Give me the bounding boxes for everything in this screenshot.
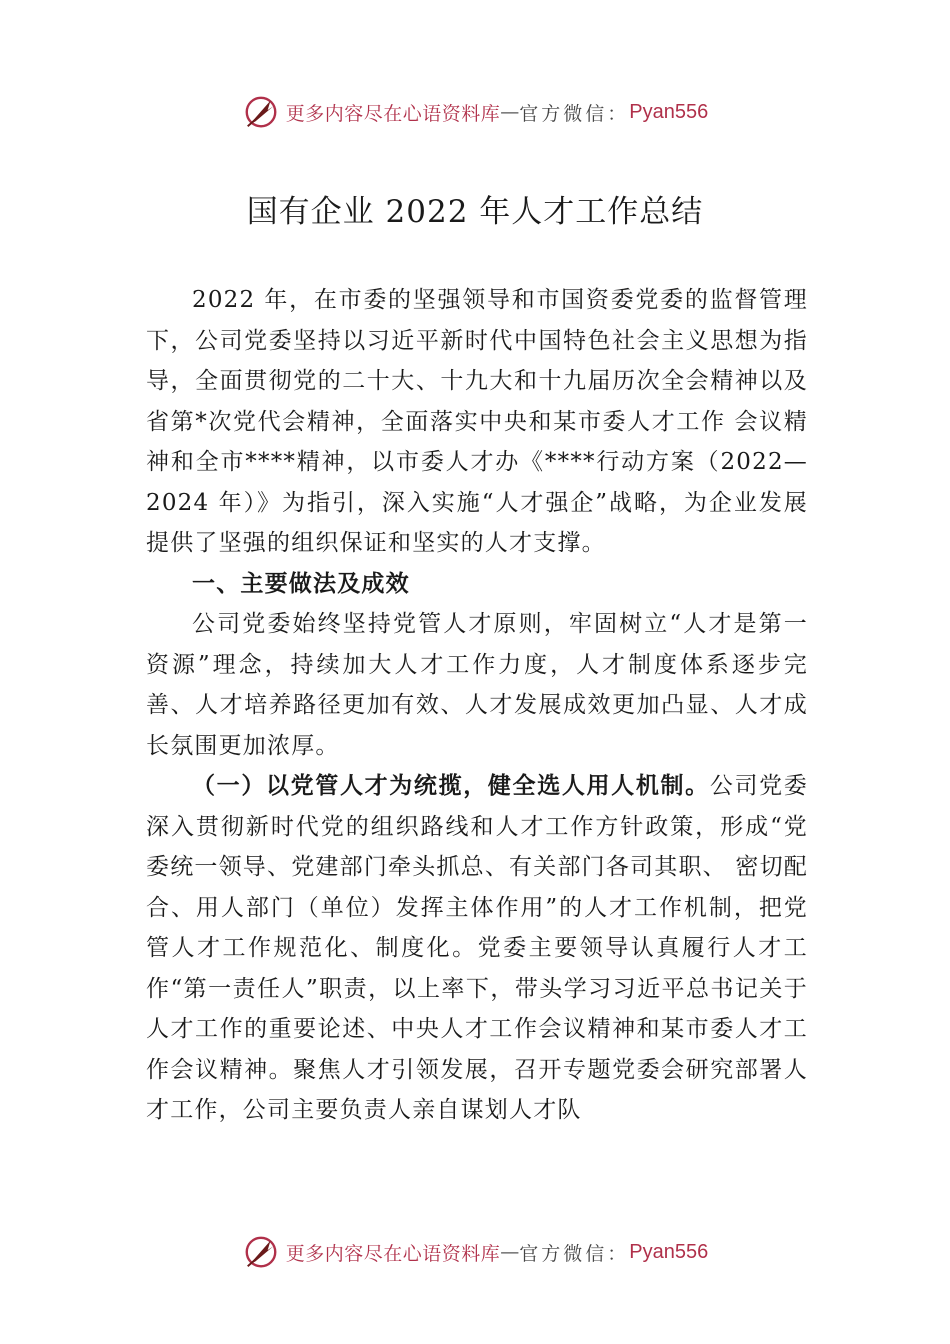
footer-watermark [0,1232,950,1272]
watermark-dash: — [500,101,520,123]
watermark-wechat-label: 官方微信： [519,102,630,125]
watermark-dash: — [500,1241,520,1263]
quill-logo-icon [242,1233,280,1271]
watermark-wechat-label: 官方微信： [519,1242,630,1265]
subsection-heading: （一）以党管人才为统揽，健全选人用人机制。 [192,773,710,799]
document-body [146,280,808,1131]
subsection-text: 公司党委深入贯彻新时代党的组织路线和人才工作方针政策，形成“党委统一领导、党建部门牵头抓总、有关部门各司其职、 密切配合、用人部门（单位）发挥主体作用”的人才工作机制，把党管人才工作规范化、制度化。党委主要领导认真履行人才工作“第一责任人”职责，以上率下，带头学习习近平总书记关于人才工作的重要论述、中央人才工作会议精神和某市委人才工作会议精神。聚焦人才引领发展，召开专题党委会研究部署人才工作，公司主要负责人亲自谋划人才队 [146,773,808,1123]
section-heading: 一、主要做法及成效 [192,570,410,597]
intro-paragraph: 2022 年，在市委的坚强领导和市国资委党委的监督管理下，公司党委坚持以习近平新时代中国特色社会主义思想为指导，全面贯彻党的二十大、十九大和十九届历次全会精神以及省第*次党代会精神，全面落实中央和某市委人才工作 会议精神和全市****精神，以市委人才办《****行动方案（2022—2024 年）》为指引，深入实施“人才强企”战略，为企业发展提供了坚强的组织保证和坚实的人才支撑。 [146,287,808,556]
watermark-text: 更多内容尽在心语资料库 [285,1242,501,1265]
watermark-wechat-id: Pyan556 [629,1240,709,1263]
section-paragraph: 公司党委始终坚持党管人才原则，牢固树立“人才是第一资源”理念，持续加大人才工作力度，人才制度体系逐步完善、人才培养路径更加有效、人才发展成效更加凸显、人才成长氛围更加浓厚。 [146,611,808,759]
document-title: 国有企业 2022 年人才工作总结 [246,194,704,230]
watermark-wechat-id: Pyan556 [629,100,709,123]
watermark-text: 更多内容尽在心语资料库 [285,102,501,125]
quill-logo-icon [242,93,280,131]
header-watermark [0,92,950,132]
subsection-paragraph [146,766,808,1131]
